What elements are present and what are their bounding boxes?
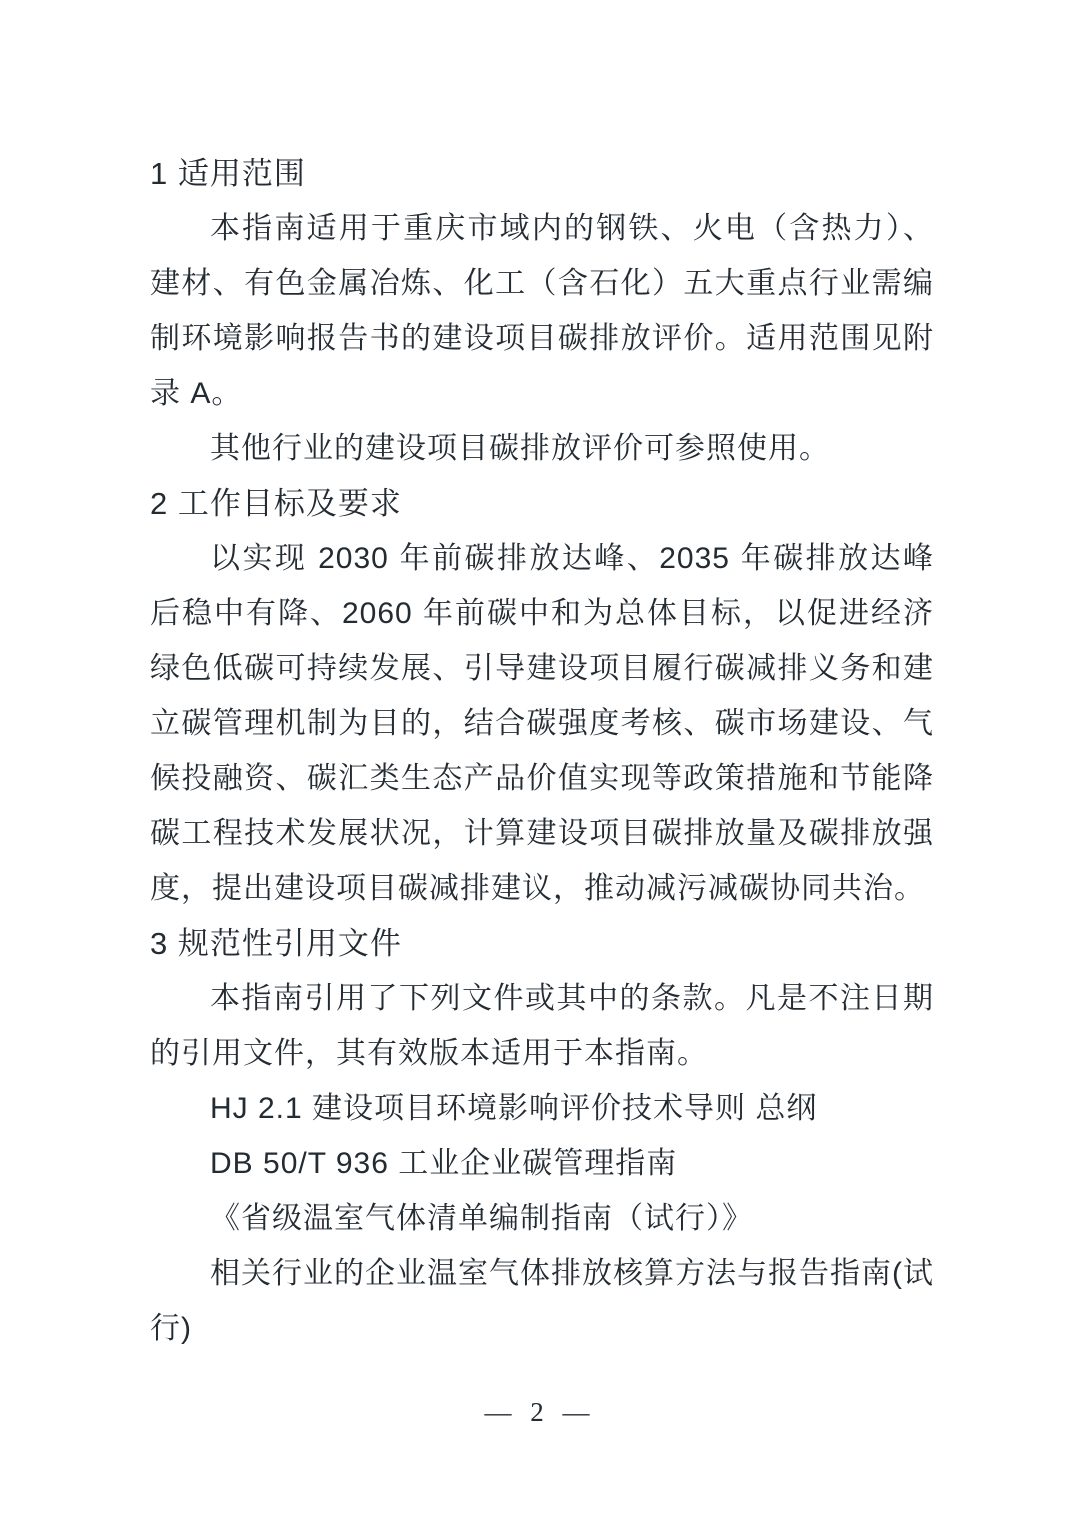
section-heading-references: 3 规范性引用文件: [150, 926, 402, 961]
reference-item-industry-ghg: 相关行业的企业温室气体排放核算方法与报告指南(试行): [150, 1257, 934, 1345]
section-heading-scope: 1 适用范围: [150, 156, 306, 191]
paragraph-goals-main: 以实现 2030 年前碳排放达峰、2035 年碳排放达峰后稳中有降、2060 年前碳中和为总体目标，以促进经济绿色低碳可持续发展、引导建设项目履行碳减排义务和建立碳管理机制为目的，结合碳强度考核、碳市场建设、气候投融资、碳汇类生态产品价值实现等政策措施和节能降碳工程技术发展状况，计算建设项目碳排放量及碳排放强度，提出建设项目碳减排建议，推动减污减碳协同共治。: [150, 542, 934, 905]
reference-item-hj21: HJ 2.1 建设项目环境影响评价技术导则 总纲: [210, 1092, 818, 1125]
reference-item-db50t936: DB 50/T 936 工业企业碳管理指南: [210, 1147, 678, 1180]
paragraph-references-intro: 本指南引用了下列文件或其中的条款。凡是不注日期的引用文件，其有效版本适用于本指南。: [150, 982, 934, 1070]
reference-item-provincial-ghg: 《省级温室气体清单编制指南（试行）》: [210, 1202, 753, 1235]
section-heading-goals: 2 工作目标及要求: [150, 486, 402, 521]
paragraph-scope-other-industries: 其他行业的建设项目碳排放评价可参照使用。: [210, 432, 830, 465]
document-content: [150, 146, 934, 1356]
page-number: — 2 —: [484, 1397, 596, 1427]
paragraph-scope-main: 本指南适用于重庆市域内的钢铁、火电（含热力）、建材、有色金属冶炼、化工（含石化）五大重点行业需编制环境影响报告书的建设项目碳排放评价。适用范围见附录 A。: [150, 212, 934, 410]
